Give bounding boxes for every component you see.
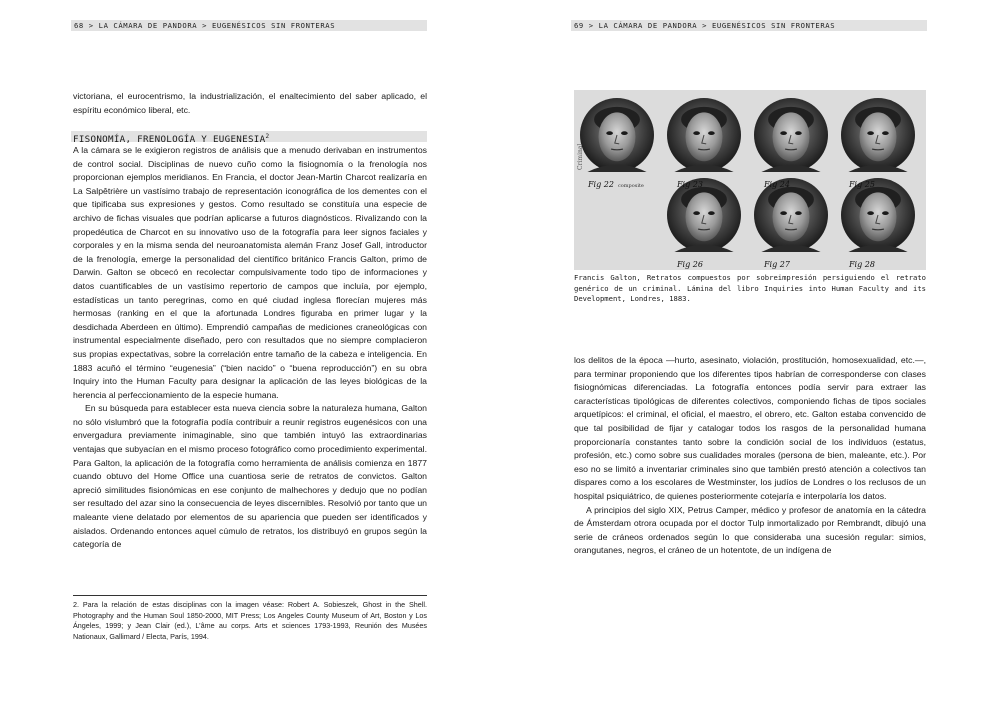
figure-label: Fig 22 <box>588 180 614 189</box>
side-label: Criminal <box>577 143 584 170</box>
figure-label: Fig 27 <box>764 260 790 269</box>
composite-portraits-figure <box>574 90 926 270</box>
paragraph: A la cámara se le exigieron registros de análisis que a menudo derivaban en instrumentos de control social. Disciplinas de nuevo cuño como la fisiognomía o la frenología nos proporcionan ejemplos meridianos. En Francia, el doctor Jean-Martin Charcot realizaría en La Salpêtrière un vastísimo trabajo de representación iconográfica de los dementes con el que tipificaba sus expresiones y gestos. Como resultado se constituía una especie de archivo de fichas visuales que podrían aplicarse a futuros diagnósticos. Rivalizando con la propedéutica de Charcot en su innovativo uso de la fotografía para leer signos faciales y corporales y en la misma senda del neuroanatomista alemán Franz Josef Gall, introductor de la frenología, emerge la personalidad del científico británico Francis Galton, primo de Darwin. Galton se obcecó en recolectar compulsivamente todo tipo de informaciones y datos cuantificables de un vastísimo repertorio de campos que incluía, por ejemplo, estadísticas un tanto peregrinas, como en qué ciudad inglesa florecían mujeres más hermosas (ranking en el que la afortunada Londres figuraba en primer lugar y la desdichada Aberdeen en último). Emprendió campañas de mediciones craneológicas con instrumental especialmente diseñado, pero con resultados que no siempre complacieron sus propias expectativas, sobre la correlación entre tamaño de la cabeza e inteligencia. En 1883 acuñó el término “eugenesia” (“bien nacido” o “buena reproducción”) en su obra Inquiry into the Human Faculty para designar la aplicación de las leyes biológicas de la herencia al perfeccionamiento de la especie humana. <box>73 145 427 400</box>
footnote-marker: 2 <box>265 133 270 140</box>
paragraph: En su búsqueda para establecer esta nueva ciencia sobre la naturaleza humana, Galton no sólo vislumbró que la fotografía podía contribuir a reunir registros eugenésicos con una envergadura previamente inimaginable, sino que también intuyó las extraordinarias ventajas que subyacían en el mismo proceso fotográfico como procedimiento experimental. Para Galton, la aplicación de la fotografía como herramienta de análisis comienza en 1877 cuando obtuvo del Home Office una cuantiosa serie de retratos de convictos. Galton apreció similitudes fisionómicas en ese conjunto de malhechores y dedujo que no podían ser resultado del azar sino la consecuencia de leyes discernibles. Resolvió por tanto que un maleante viene delatado por elementos de su apariencia que pueden ser identificados y aislados. Ordenando entonces aquel cúmulo de retratos, los distribuyó en grupos según la categoría de <box>73 403 427 550</box>
portrait-plate <box>574 90 926 270</box>
section-heading <box>71 131 427 146</box>
figure-label: Fig 23 <box>677 180 703 189</box>
right-body <box>574 354 926 558</box>
section-heading-text: FISONOMÍA, FRENOLOGÍA Y EUGENESIA <box>73 134 266 146</box>
portrait <box>841 178 915 252</box>
footnote-rule <box>73 595 427 596</box>
paragraph: A principios del siglo XIX, Petrus Camper, médico y profesor de anatomía en la cátedra de Ámsterdam otrora ocupada por el doctor Tulp inmortalizado por Rembrandt, dibujó una serie de cráneos ordenados según lo que consideraba una sucesión regular: simios, orangutanes, negros, el cráneo de un hotentote, de un indígena de <box>574 504 926 556</box>
portrait <box>754 178 828 252</box>
opening-paragraph <box>73 90 427 117</box>
portrait <box>667 178 741 252</box>
portrait <box>580 98 654 172</box>
figure-label: Fig 25 <box>849 180 875 189</box>
running-head-left: 68 > LA CÁMARA DE PANDORA > EUGENÉSICOS SIN FRONTERAS <box>71 20 427 31</box>
footnote: 2. Para la relación de estas disciplinas con la imagen véase: Robert A. Sobieszek, Ghost in the Shell. Photography and the Human Soul 1850-2000, MIT Press; Los Angeles County Museum of Art, Boston y Los Ángeles, 1999; y Jean Clair (ed.), L’âme au corps. Arts et sciences 1793-1993, Reunión des Musées Nationaux, Gallimard / Electa, París, 1994. <box>73 600 427 641</box>
portrait <box>841 98 915 172</box>
figure-caption: Francis Galton, Retratos compuestos por sobreimpresión persiguiendo el retrato genérico de un criminal. Lámina del libro Inquiries into Human Faculty and its Development, Londres, 1883. <box>574 273 926 304</box>
paragraph: los delitos de la época —hurto, asesinato, violación, prostitución, homosexualidad, etc.—, para terminar proponiendo que los diferentes tipos habrían de corresponderse con clases fisiognómicas diferenciadas. La fotografía entonces podía servir para extraer las características tipológicas de diferentes colectivos, componiendo fichas de tipos sociales arquetípicos: el criminal, el oficial, el maestro, el obrero, etc. Galton estaba convencido de que tal posibilidad de fijar y catalogar todos los rasgos de la personalidad humana proporcionaría constantes tanto sobre la condición social de los individuos (estatus, profesión, etc.) como sobre sus cualidades morales (persona de bien, maleante, etc.). Por eso no se limitó a inventariar criminales sino que también prestó atención a colectivos tan dispares como a los escolares de Westminster, los judíos de Londres o los reclusos de un hospital psiquiátrico, de quienes posteriormente cotejaría e interpolaría los datos. <box>574 355 926 501</box>
figure-label: Fig 26 <box>677 260 703 269</box>
paragraph: victoriana, el eurocentrismo, la industrialización, el enaltecimiento del saber aplicado, el espíritu económico liberal, etc. <box>73 91 427 115</box>
figure-label: Fig 28 <box>849 260 875 269</box>
portrait <box>754 98 828 172</box>
portrait <box>667 98 741 172</box>
running-head-right: 69 > LA CÁMARA DE PANDORA > EUGENÉSICOS SIN FRONTERAS <box>571 20 927 31</box>
figure-label: Fig 24 <box>764 180 790 189</box>
composite-annotation: composite <box>618 183 644 189</box>
right-page <box>500 0 1000 706</box>
left-body <box>73 144 427 552</box>
